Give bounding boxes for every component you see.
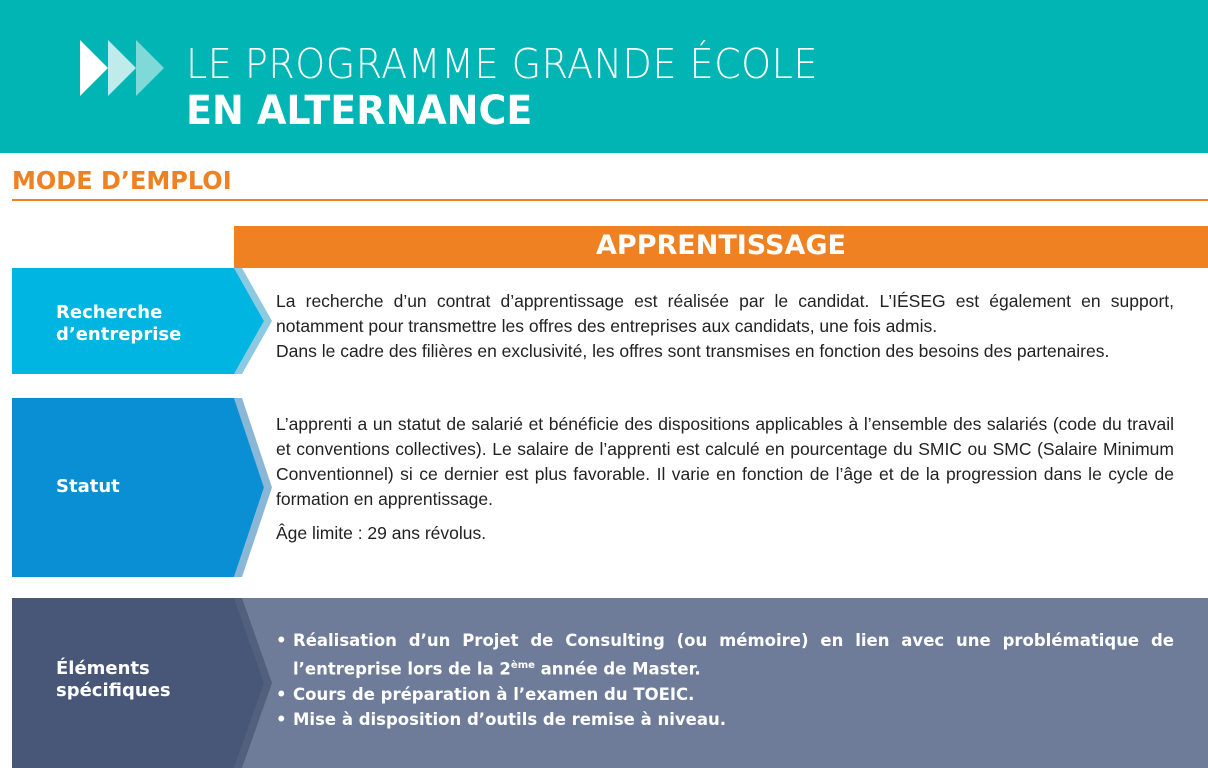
- paragraph: L’apprenti a un statut de salarié et bénéficie des dispositions applicables à l’ensemble des salariés (code du travail et conventions collectives). Le salaire de l’apprenti est calculé en pourcentage du SMIC ou SMC (Salaire Minimum Conventionnel) si ce dernier est plus favorable. Il varie en fonction de l’âge et de la progression dans le cycle de formation en apprentissage.: [276, 414, 1174, 509]
- bullet-text-after: année de Master.: [534, 659, 701, 679]
- triple-chevron-right-icon: [80, 40, 164, 96]
- bullet-superscript: ème: [510, 660, 535, 671]
- row-description: [276, 412, 1174, 546]
- row-label-line2: d’entreprise: [56, 324, 182, 345]
- bullet-icon: •: [276, 709, 287, 729]
- row-statut: [12, 398, 1208, 577]
- row-label-arrow: [12, 268, 272, 374]
- bullet-item: [276, 682, 1174, 707]
- row-label-line1: Recherche: [56, 302, 163, 323]
- header-banner: [0, 0, 1208, 153]
- row-recherche-entreprise: [12, 268, 1208, 374]
- apprentissage-band: APPRENTISSAGE: [234, 226, 1208, 268]
- bullet-icon: •: [276, 631, 287, 650]
- page-title-line2: EN ALTERNANCE: [186, 88, 533, 134]
- row-label-line1: Éléments: [56, 658, 150, 679]
- row-bullet-list: [276, 628, 1174, 732]
- paragraph: Âge limite : 29 ans révolus.: [276, 523, 487, 543]
- row-elements-specifiques: [12, 598, 1208, 768]
- page-title-line1: LE PROGRAMME GRANDE ÉCOLE: [186, 40, 818, 88]
- row-label-arrow: [12, 598, 272, 768]
- bullet-text: Mise à disposition d’outils de remise à niveau.: [293, 709, 726, 729]
- bullet-item: [276, 707, 1174, 732]
- bullet-item: [276, 628, 1174, 682]
- bullet-text: Cours de préparation à l’examen du TOEIC.: [293, 684, 695, 704]
- paragraph: La recherche d’un contrat d’apprentissage est réalisée par le candidat. L’IÉSEG est également en support, notamment pour transmettre les offres des entreprises aux candidats, une fois admis.: [276, 291, 1174, 336]
- paragraph: Dans le cadre des filières en exclusivité, les offres sont transmises en fonction des besoins des partenaires.: [276, 341, 1110, 361]
- row-label-line1: Statut: [56, 476, 120, 497]
- row-label-arrow: [12, 398, 272, 577]
- section-title: MODE D’EMPLOI: [12, 166, 232, 195]
- row-description: [276, 289, 1174, 364]
- section-divider: [12, 199, 1208, 201]
- bullet-text-before: Réalisation d’un Projet de Consulting (ou mémoire) en lien avec une problématique de l’entreprise lors de la 2: [293, 631, 1174, 679]
- row-label-line2: spécifiques: [56, 680, 171, 701]
- bullet-icon: •: [276, 684, 287, 704]
